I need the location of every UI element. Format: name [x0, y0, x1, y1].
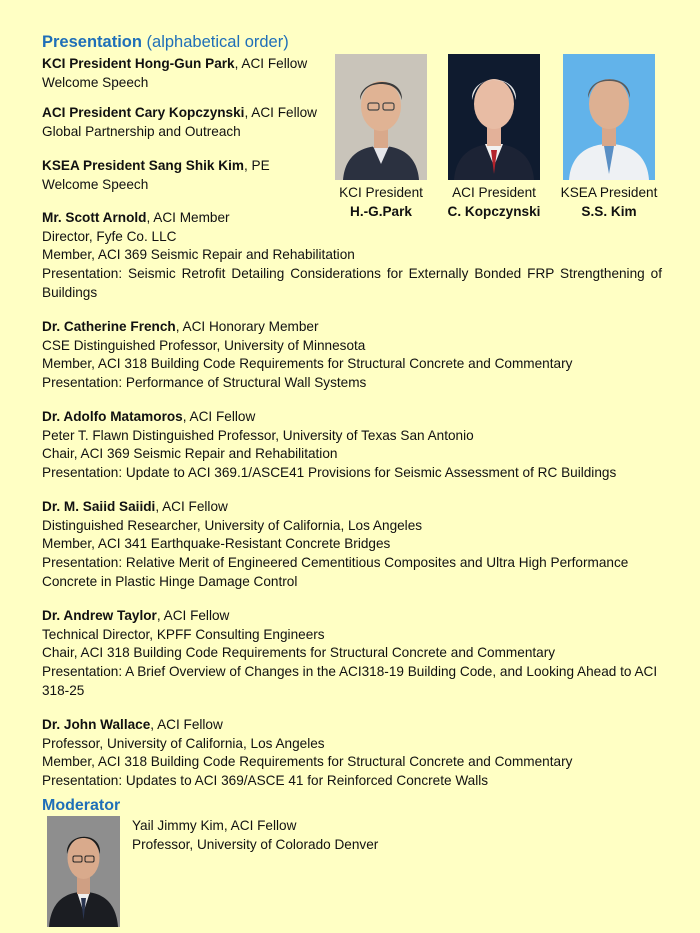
caption-name: S.S. Kim: [581, 203, 637, 219]
speaker-presentation: Presentation: Updates to ACI 369/ASCE 41 for Reinforced Concrete Walls: [42, 772, 489, 788]
speaker-affiliation: Peter T. Flawn Distinguished Professor, University of Texas San Antonio: [42, 427, 474, 443]
speaker-title: , PE: [243, 158, 270, 173]
speaker-name: Dr. Andrew Taylor: [42, 608, 157, 623]
speaker-affiliation: Distinguished Researcher, University of California, Los Angeles: [42, 517, 423, 533]
caption-name: C. Kopczynski: [447, 203, 541, 219]
speaker-title: , ACI Fellow: [182, 409, 256, 424]
photo-card-kim: [555, 54, 663, 222]
speaker-entry-taylor: [42, 607, 555, 663]
speaker-title: , ACI Fellow: [150, 717, 223, 732]
speaker-entry-matamoros: [42, 408, 616, 482]
speaker-presentation: Presentation: Relative Merit of Engineered Cementitious Composites and Ultra High Performance Concrete in Plastic Hinge Damage Control: [42, 555, 629, 589]
speaker-title: , ACI Fellow: [156, 608, 230, 623]
photo-card-kopczynski: [443, 54, 545, 222]
heading-title: Presentation: [42, 33, 142, 51]
speaker-affiliation: Professor, University of California, Los Angeles: [42, 735, 325, 751]
moderator-name: Yail Jimmy Kim, ACI Fellow: [132, 818, 297, 833]
speaker-title: , ACI Member: [146, 210, 230, 225]
caption-role: KSEA President: [560, 185, 658, 200]
moderator-affiliation: Professor, University of Colorado Denver: [132, 836, 379, 852]
speaker-affiliation: CSE Distinguished Professor, University of Minnesota: [42, 337, 366, 353]
portrait-photo: [448, 54, 540, 180]
caption-name: H.-G.Park: [350, 203, 412, 219]
president-entry-park: [42, 55, 307, 92]
president-entry-kim: [42, 157, 270, 194]
presentation-saiidi: [42, 554, 662, 591]
presentation-taylor: [42, 663, 662, 700]
speaker-entry-saiidi: [42, 498, 422, 554]
speaker-name: KSEA President Sang Shik Kim: [42, 158, 244, 173]
speaker-affiliation: Technical Director, KPFF Consulting Engineers: [42, 626, 325, 642]
speaker-name: Dr. M. Saiid Saiidi: [42, 499, 156, 514]
speaker-committee: Member, ACI 341 Earthquake-Resistant Concrete Bridges: [42, 536, 391, 552]
moderator-portrait-photo: [47, 816, 120, 927]
photo-card-park: [330, 54, 432, 222]
speaker-name: Dr. Catherine French: [42, 319, 176, 334]
president-entry-kopczynski: [42, 104, 317, 141]
speaker-role: Global Partnership and Outreach: [42, 123, 241, 139]
speaker-name: ACI President Cary Kopczynski: [42, 105, 245, 120]
speaker-presentation: Presentation: Seismic Retrofit Detailing Considerations for Externally Bonded FRP Strengthening of Buildings: [42, 266, 662, 300]
speaker-affiliation: Director, Fyfe Co. LLC: [42, 228, 177, 244]
portrait-photo: [335, 54, 427, 180]
speaker-entry-arnold: [42, 209, 355, 265]
speaker-entry-wallace: [42, 716, 572, 790]
presentation-arnold: [42, 265, 662, 302]
speaker-title: , ACI Fellow: [234, 56, 308, 71]
speaker-title: , ACI Fellow: [155, 499, 228, 514]
speaker-presentation: Presentation: Update to ACI 369.1/ASCE41 Provisions for Seismic Assessment of RC Buildings: [42, 464, 617, 480]
presentation-heading: [42, 33, 289, 52]
caption-role: ACI President: [452, 185, 536, 200]
speaker-name: Mr. Scott Arnold: [42, 210, 147, 225]
speaker-entry-french: [42, 318, 572, 392]
moderator-heading: Moderator: [42, 797, 121, 814]
caption-role: KCI President: [339, 185, 423, 200]
speaker-presentation: Presentation: A Brief Overview of Changes in the ACI318-19 Building Code, and Looking Ahead to ACI 318-25: [42, 664, 658, 698]
portrait-photo: [563, 54, 655, 180]
speaker-committee: Member, ACI 318 Building Code Requirements for Structural Concrete and Commentary: [42, 754, 573, 770]
heading-subtitle: (alphabetical order): [146, 33, 289, 51]
speaker-name: Dr. Adolfo Matamoros: [42, 409, 183, 424]
moderator-entry: [132, 817, 378, 854]
speaker-title: , ACI Fellow: [244, 105, 317, 120]
speaker-committee: Member, ACI 369 Seismic Repair and Rehabilitation: [42, 247, 355, 263]
speaker-name: KCI President Hong-Gun Park: [42, 56, 235, 71]
speaker-presentation: Presentation: Performance of Structural Wall Systems: [42, 374, 367, 390]
speaker-role: Welcome Speech: [42, 176, 149, 192]
speaker-committee: Chair, ACI 318 Building Code Requirements for Structural Concrete and Commentary: [42, 645, 556, 661]
speaker-name: Dr. John Wallace: [42, 717, 151, 732]
speaker-role: Welcome Speech: [42, 74, 149, 90]
speaker-committee: Chair, ACI 369 Seismic Repair and Rehabilitation: [42, 446, 338, 462]
speaker-committee: Member, ACI 318 Building Code Requirements for Structural Concrete and Commentary: [42, 356, 573, 372]
speaker-title: , ACI Honorary Member: [175, 319, 319, 334]
